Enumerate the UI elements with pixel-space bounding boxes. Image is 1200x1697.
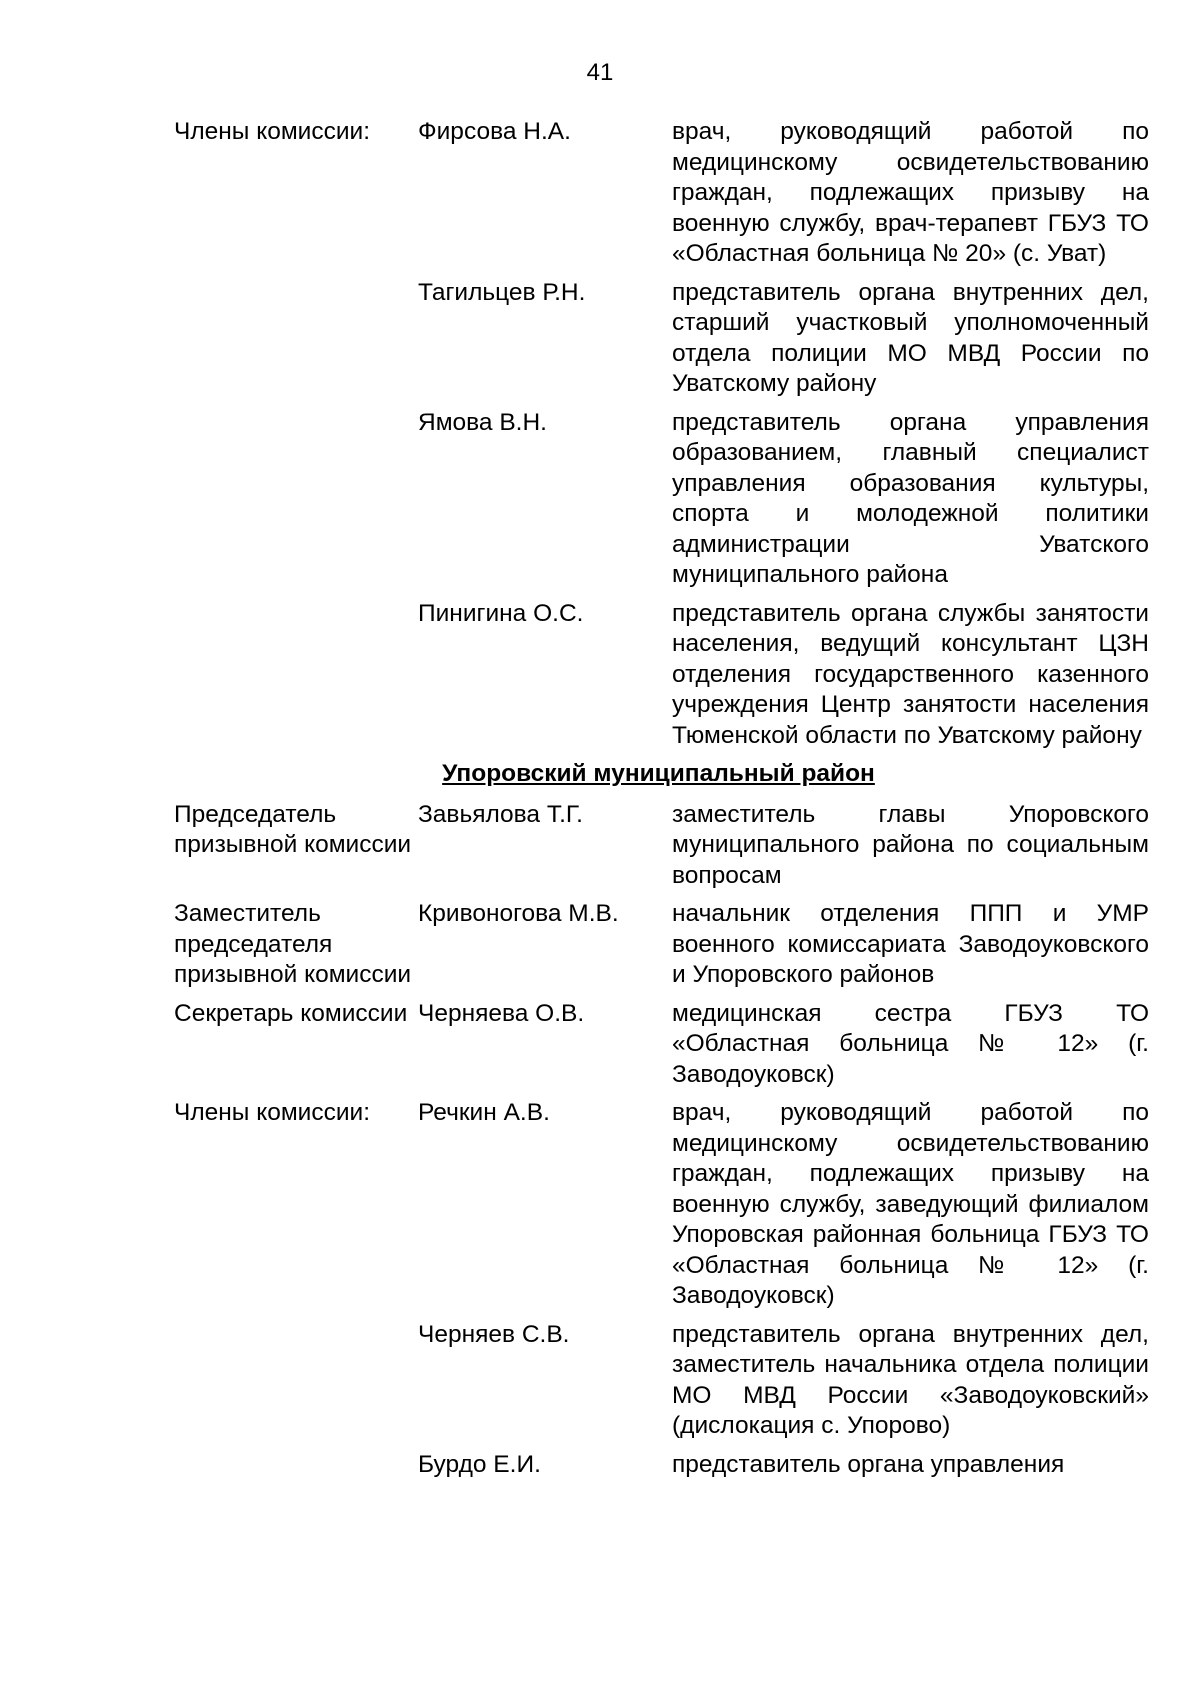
role-label: Члены комиссии: (174, 1099, 371, 1126)
role-label: Члены комиссии: (174, 118, 371, 145)
member-description: медицинская сестра ГБУЗ ТО «Областная больница № 12» (г. Заводоуковск) (672, 999, 1149, 1088)
member-row (174, 1098, 1149, 1312)
commission-list-uvat (174, 117, 1149, 751)
member-row (174, 408, 1149, 591)
document-body (174, 117, 1149, 1488)
member-row (174, 599, 1149, 752)
member-name: Пинигина О.С. (418, 599, 584, 627)
member-name: Черняева О.В. (418, 999, 585, 1027)
member-description: заместитель главы Упоровского муниципального района по социальным вопросам (672, 800, 1149, 889)
member-description: представитель органа управления образованием, главный специалист управления образования культуры, спорта и молодежной политики администрации Уватского муниципального района (672, 408, 1149, 588)
role-label (174, 1450, 418, 1481)
member-description: врач, руководящий работой по медицинскому освидетельствованию граждан, подлежащих призыву на военную службу, заведующий филиалом Упоровская районная больница ГБУЗ ТО «Областная больница № 12» (г. Заводоуковск) (672, 1099, 1149, 1309)
member-description: представитель органа управления (672, 1450, 1065, 1478)
role-label (174, 278, 418, 400)
commission-list-uporovsky (174, 800, 1149, 1481)
role-label (174, 599, 418, 752)
member-row (174, 999, 1149, 1091)
member-row (174, 1320, 1149, 1442)
member-description: представитель органа внутренних дел, старший участковый уполномоченный отдела полиции МО МВД России по Уватскому району (672, 278, 1149, 397)
member-row (174, 1450, 1149, 1481)
member-row (174, 117, 1149, 270)
member-name: Ямова В.Н. (418, 408, 547, 436)
page-number: 41 (586, 59, 614, 86)
role-label: Секретарь комиссии (174, 999, 408, 1027)
member-description: представитель органа службы занятости населения, ведущий консультант ЦЗН отделения государственного казенного учреждения Центр занятости населения Тюменской области по Уватскому району (672, 599, 1149, 749)
role-label: Председатель призывной комиссии (174, 800, 412, 858)
role-label: Заместитель председателя призывной комиссии (174, 900, 412, 988)
member-name: Кривоногова М.В. (418, 900, 619, 927)
role-label (174, 408, 418, 591)
member-name: Тагильцев Р.Н. (418, 278, 586, 306)
member-name: Речкин А.В. (418, 1099, 550, 1126)
role-label (174, 1320, 418, 1442)
member-name: Бурдо Е.И. (418, 1450, 541, 1478)
member-row (174, 800, 1149, 892)
member-name: Завьялова Т.Г. (418, 800, 583, 828)
section-title: Упоровский муниципальный район (442, 760, 875, 787)
member-description: начальник отделения ППП и УМР военного комиссариата Заводоуковского и Упоровского районов (672, 900, 1149, 988)
member-row (174, 899, 1149, 991)
member-description: представитель органа внутренних дел, заместитель начальника отдела полиции МО МВД России «Заводоуковский» (дислокация с. Упорово) (672, 1320, 1149, 1439)
member-name: Фирсова Н.А. (418, 118, 571, 145)
member-row (174, 278, 1149, 400)
member-description: врач, руководящий работой по медицинскому освидетельствованию граждан, подлежащих призыву на военную службу, врач-терапевт ГБУЗ ТО «Областная больница № 20» (с. Уват) (672, 118, 1149, 267)
member-name: Черняев С.В. (418, 1320, 570, 1348)
